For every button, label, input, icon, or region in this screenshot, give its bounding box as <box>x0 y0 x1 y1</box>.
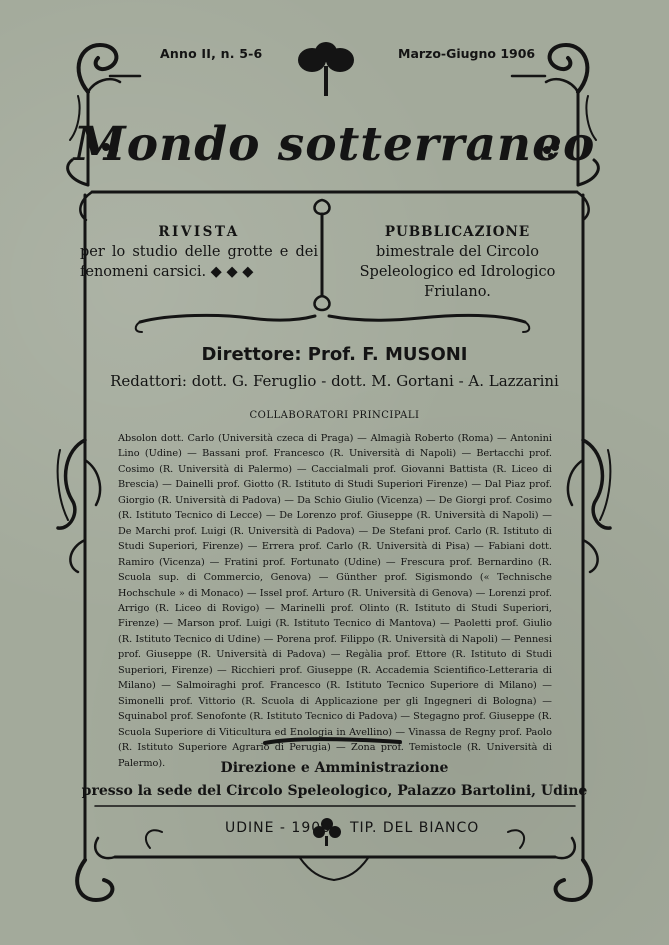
left-column <box>80 222 318 282</box>
left-column-text: per lo studio delle grotte e dei fenomeni carsici. ◆ ◆ ◆ <box>80 244 318 280</box>
director-line: Direttore: Prof. F. MUSONI <box>201 344 468 365</box>
footer-printer: TIP. DEL BIANCO <box>350 820 480 836</box>
collaborators-list: Absolon dott. Carlo (Università czeca di Praga) — Almagià Roberto (Roma) — Antonini Lino (Udine) — Bassani prof. Francesco (R. Università di Napoli) — Bertacchi prof. Cosimo (R. Università di Palermo) — Caccialmali prof. Giovanni Battista (R. Liceo di Brescia) — Dainelli prof. Giotto (R. Istituto di Studi Superiori Firenze) — Dal Piaz prof. Giorgio (R. Università di Padova) — Da Schio Giulio (Vicenza) — De Giorgi prof. Cosimo (R. Istituto Tecnico di Lecce) — De Lorenzo prof. Giuseppe (R. Università di Napoli) — De Marchi prof. Luigi (R. Università di Padova) — De Stefani prof. Carlo (R. Istituto di Studi Superiori, Firenze) — Errera prof. Carlo (R. Università di Pisa) — Fabiani dott. Ramiro (Vicenza) — Fratini prof. Fortunato (Udine) — Frescura prof. Bernardino (R. Scuola sup. di Commercio, Genova) — Günther prof. Sigismondo (« Technische Hochschule » di Monaco) — Issel prof. Arturo (R. Università di Genova) — Lorenzi prof. Arrigo (R. Liceo di Rovigo) — Marinelli prof. Olinto (R. Istituto di Studi Superiori, Firenze) — Marson prof. Luigi (R. Istituto Tecnico di Mantova) — Paoletti prof. Giulio (R. Istituto Tecnico di Udine) — Porena prof. Filippo (R. Università di Napoli) — Pennesi prof. Giuseppe (R. Università di Padova) — Regàlia prof. Ettore (R. Istituto di Studi Superiori, Firenze) — Ricchieri prof. Giuseppe (R. Accademia Scientifico-Letteraria di Milano) — Salmoiraghi prof. Francesco (R. Istituto Tecnico Superiore di Milano) — Simonelli prof. Vittorio (R. Scuola di Applicazione per gli Ingegneri di Bologna) — Squinabol prof. Senofonte (R. Istituto Tecnico di Padova) — Stegagno prof. Giuseppe (R. Scuola Superiore di Viticultura ed Enologia in Avellino) — Vinassa de Regny prof. Paolo (R. Istituto Superiore Agrario di Perugia) — Zona prof. Temistocle (R. Università di Palermo). <box>118 433 552 769</box>
right-column-heading: PUBBLICAZIONE <box>384 224 531 240</box>
flower-icon <box>298 42 354 96</box>
issue-number: Anno II, n. 5-6 <box>160 46 263 61</box>
footer-place-year: UDINE - 1906 <box>225 820 332 836</box>
left-column-heading: RIVISTA <box>158 224 240 240</box>
right-column-text: bimestrale del Circolo Speleologico ed Idrologico Friulano. <box>359 244 556 300</box>
issue-date: Marzo-Giugno 1906 <box>398 46 536 61</box>
journal-title: Mondo sotterraneo <box>73 117 596 172</box>
collaborators-heading: COLLABORATORI PRINCIPALI <box>249 410 420 421</box>
editors-line: Redattori: dott. G. Feruglio - dott. M. Gortani - A. Lazzarini <box>110 372 559 390</box>
direction-block <box>0 757 669 803</box>
direction-line-1: Direzione e Amministrazione <box>220 760 449 776</box>
direction-line-2: presso la sede del Circolo Speleologico, Palazzo Bartolini, Udine <box>81 783 588 799</box>
right-column <box>335 222 580 302</box>
